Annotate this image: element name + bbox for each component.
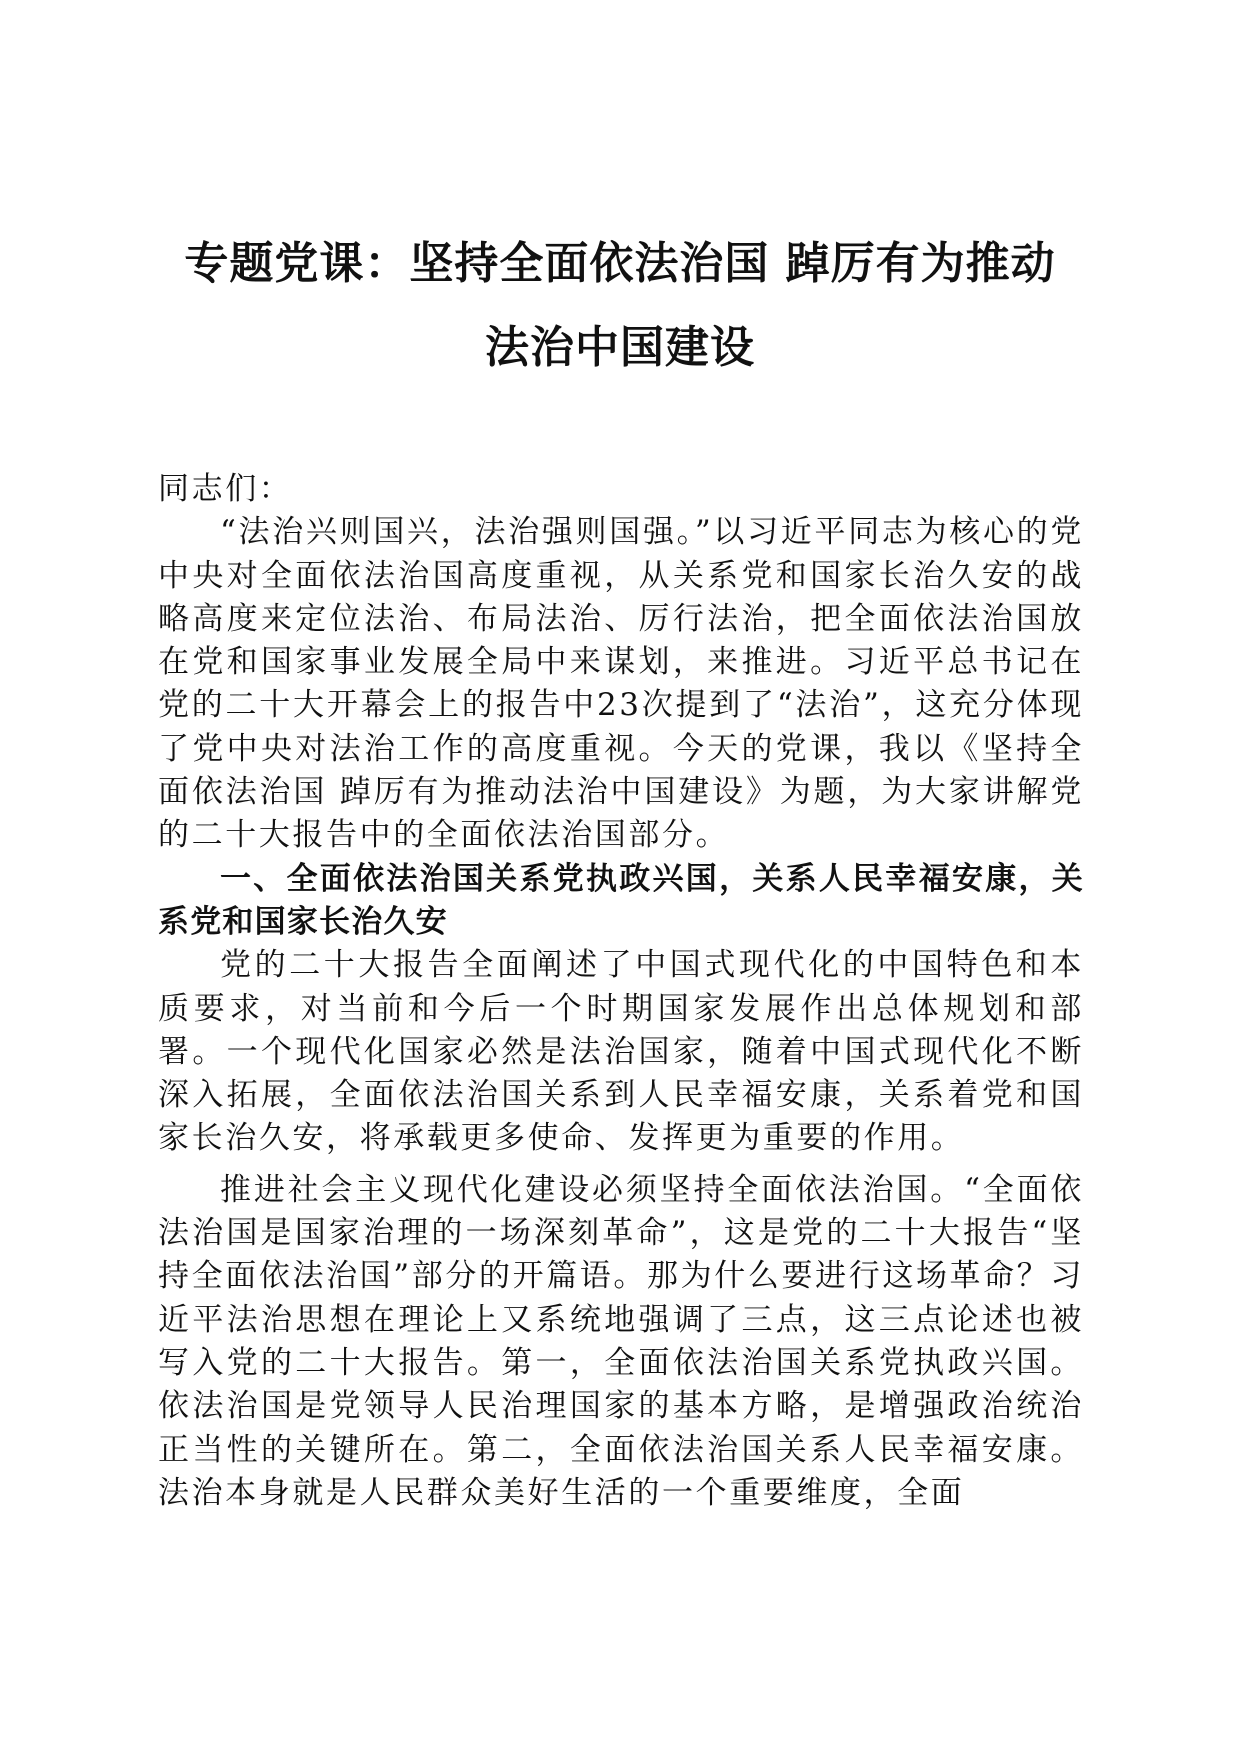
section1-paragraph-1: 党的二十大报告全面阐述了中国式现代化的中国特色和本质要求，对当前和今后一个时期国家发展作出总体规划和部署。一个现代化国家必然是法治国家，随着中国式现代化不断深入拓展，全面依法治国关系到人民幸福安康，关系着党和国家长治久安，将承载更多使命、发挥更为重要的作用。 [158,947,1084,1157]
title-line-2: 法治中国建设 [485,322,755,373]
document-body [158,468,1084,1515]
intro-paragraph: “法治兴则国兴，法治强则国强。”以习近平同志为核心的党中央对全面依法治国高度重视，从关系党和国家长治久安的战略高度来定位法治、布局法治、厉行法治，把全面依法治国放在党和国家事业发展全局中来谋划，来推进。习近平总书记在党的二十大开幕会上的报告中23次提到了“法治”，这充分体现了党中央对法治工作的高度重视。今天的党课，我以《坚持全面依法治国 踔厉有为推动法治中国建设》为题，为大家讲解党的二十大报告中的全面依法治国部分。 [158,514,1084,854]
salutation: 同志们： [158,471,293,507]
section1-paragraph-2: 推进社会主义现代化建设必须坚持全面依法治国。“全面依法治国是国家治理的一场深刻革命”，这是党的二十大报告“坚持全面依法治国”部分的开篇语。那为什么要进行这场革命？习近平法治思想在理论上又系统地强调了三点，这三点论述也被写入党的二十大报告。第一，全面依法治国关系党执政兴国。依法治国是党领导人民治理国家的基本方略，是增强政治统治正当性的关键所在。第二，全面依法治国关系人民幸福安康。法治本身就是人民群众美好生活的一个重要维度，全面 [158,1171,1084,1511]
title-line-1: 专题党课：坚持全面依法治国 踔厉有为推动 [184,238,1056,289]
section-heading-1: 一、全面依法治国关系党执政兴国，关系人民幸福安康，关系党和国家长治久安 [158,860,1084,940]
document-title [150,222,1090,390]
